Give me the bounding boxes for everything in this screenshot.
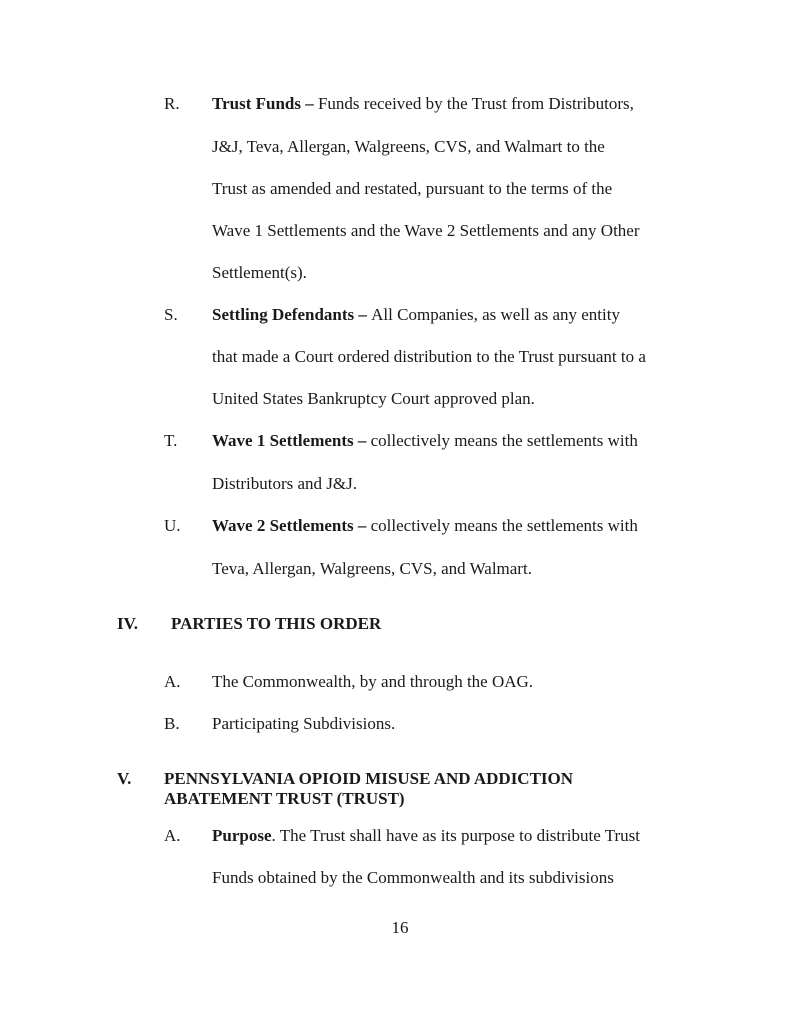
purpose-text-line: . The Trust shall have as its purpose to distribute Trust: [271, 826, 641, 845]
definition-letter: S.: [164, 305, 178, 324]
definition-text-line: Trust as amended and restated, pursuant to the terms of the: [212, 179, 613, 198]
definition-text-line: All Companies, as well as any entity: [371, 305, 620, 324]
section-title-line: ABATEMENT TRUST (TRUST): [164, 789, 405, 808]
definition-text-line: J&J, Teva, Allergan, Walgreens, CVS, and Walmart to the: [212, 137, 605, 156]
term-dash: –: [354, 305, 372, 324]
page-number: 16: [391, 918, 409, 937]
definition-text-line: United States Bankruptcy Court approved plan.: [212, 389, 535, 408]
term-dash: –: [353, 431, 371, 450]
definition-term: Wave 1 Settlements: [212, 431, 354, 450]
section-number: IV.: [117, 614, 138, 633]
definition-term: Trust Funds: [212, 94, 301, 113]
purpose-text-line: Funds obtained by the Commonwealth and its subdivisions: [212, 868, 614, 887]
definition-term: Settling Defendants: [212, 305, 355, 324]
definition-text-line: Settlement(s).: [212, 263, 307, 282]
section-title-line: PENNSYLVANIA OPIOID MISUSE AND ADDICTION: [164, 769, 574, 788]
definition-text-line: that made a Court ordered distribution to the Trust pursuant to a: [212, 347, 646, 366]
list-item-letter: A.: [164, 672, 181, 691]
definition-text-line: Wave 1 Settlements and the Wave 2 Settlements and any Other: [212, 221, 640, 240]
section-title: PARTIES TO THIS ORDER: [171, 614, 382, 633]
definition-letter: T.: [164, 431, 178, 450]
definition-term: Wave 2 Settlements: [212, 516, 354, 535]
list-item-letter: B.: [164, 714, 180, 733]
definition-text-line: Teva, Allergan, Walgreens, CVS, and Walmart.: [212, 559, 532, 578]
definition-letter: U.: [164, 516, 181, 535]
list-item-letter: A.: [164, 826, 181, 845]
definition-text-line: Distributors and J&J.: [212, 474, 357, 493]
section-number: V.: [117, 769, 132, 788]
term-dash: –: [300, 94, 318, 113]
list-item-text: The Commonwealth, by and through the OAG.: [212, 672, 534, 691]
definition-text-line: collectively means the settlements with: [370, 516, 638, 535]
definition-text-line: Funds received by the Trust from Distributors,: [317, 94, 634, 113]
list-item-text: Participating Subdivisions.: [212, 714, 396, 733]
term-dash: –: [353, 516, 371, 535]
purpose-term: Purpose: [212, 826, 272, 845]
definition-text-line: collectively means the settlements with: [370, 431, 638, 450]
definition-letter: R.: [164, 94, 180, 113]
